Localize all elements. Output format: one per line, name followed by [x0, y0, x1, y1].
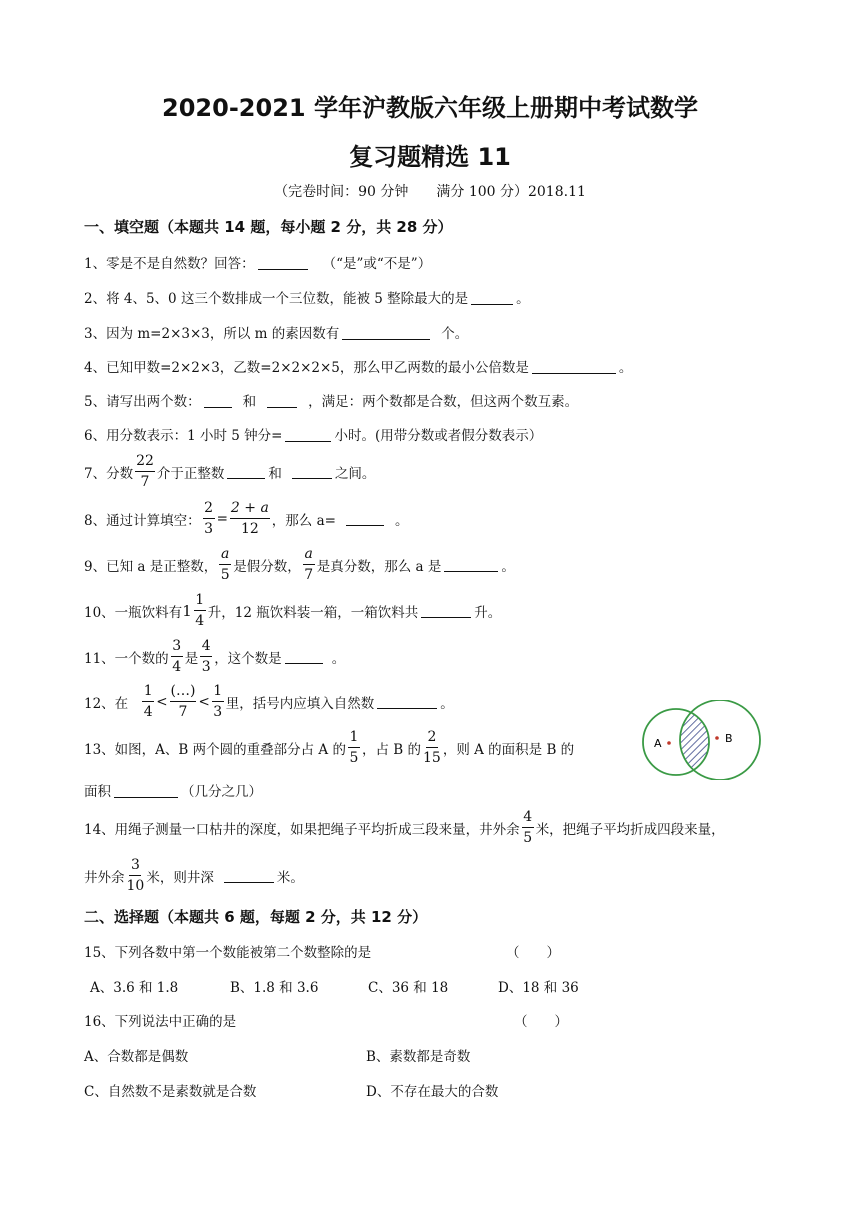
q13-area: 面积 — [84, 784, 111, 800]
q9-text-2: 是假分数， — [233, 558, 301, 575]
q8-blank[interactable] — [346, 511, 384, 526]
question-11 — [84, 637, 345, 676]
q10-fraction: $\frac{1}{4}$ — [195, 592, 205, 629]
q12-blank[interactable] — [377, 694, 437, 709]
label-a: A — [654, 737, 662, 750]
q4-end: 。 — [618, 360, 633, 376]
q14-fraction-1: $\frac{4}{5}$ — [523, 809, 533, 846]
q15-option-b[interactable]: B、1.8 和 3.6 — [230, 980, 319, 996]
q10-text: 10、一瓶饮料有 — [84, 604, 183, 621]
q14-text-3: 井外余 — [84, 869, 125, 886]
q5-and: 和 — [242, 394, 257, 410]
q14-text-2: 米，把绳子平均折成四段来量， — [535, 821, 725, 838]
q7-end: 之间。 — [334, 465, 376, 482]
q10-end: 升。 — [474, 604, 502, 621]
q7-text-2: 介于正整数 — [156, 465, 225, 482]
q13-fraction-2: $\frac{2}{15}$ — [423, 729, 441, 766]
question-5 — [84, 390, 578, 410]
question-12 — [84, 682, 454, 721]
label-b: B — [725, 732, 733, 745]
q10-whole: 1 — [182, 601, 192, 620]
q3-blank[interactable] — [342, 325, 430, 340]
section-2-heading: 二、选择题（本题共 6 题，每题 2 分，共 12 分） — [84, 908, 428, 926]
q16-option-a[interactable]: A、合数都是偶数 — [84, 1049, 189, 1065]
q15-answer-paren[interactable]: （ ） — [506, 945, 560, 961]
question-3 — [84, 322, 468, 342]
q3-end: 个。 — [441, 326, 469, 342]
q9-end: 。 — [501, 558, 515, 575]
q11-text-2: 是 — [184, 650, 199, 667]
question-9 — [84, 545, 515, 584]
q7-fraction: $\frac{22}{7}$ — [136, 453, 154, 490]
q9-fraction-1: $\frac{a}{5}$ — [220, 546, 230, 583]
question-7 — [84, 452, 375, 491]
q6-hint: 小时。(用带分数或者假分数表示） — [334, 428, 543, 444]
title-line-2: 复习题精选 11 — [349, 143, 511, 171]
q14-end: 米。 — [276, 869, 304, 886]
question-14-line-2 — [84, 856, 304, 895]
q7-text: 7、分数 — [84, 465, 134, 482]
q2-end: 。 — [516, 291, 530, 307]
q5-text: 5、请写出两个数： — [84, 394, 201, 410]
q7-blank-2[interactable] — [292, 464, 332, 479]
q15-stem: 15、下列各数中第一个数能被第二个数整除的是 — [84, 945, 372, 961]
question-15 — [84, 941, 371, 961]
question-2 — [84, 287, 530, 307]
question-1 — [84, 252, 431, 272]
q10-blank[interactable] — [421, 603, 471, 618]
center-b-dot — [715, 736, 719, 740]
question-8 — [84, 499, 408, 538]
q2-text: 2、将 4、5、0 这三个数排成一个三位数，能被 5 整除最大的是 — [84, 291, 469, 307]
q11-fraction-2: $\frac{4}{3}$ — [201, 638, 211, 675]
q11-blank[interactable] — [285, 649, 323, 664]
question-16 — [84, 1010, 236, 1030]
q5-blank-1[interactable] — [204, 393, 232, 408]
q9-fraction-2: $\frac{a}{7}$ — [304, 546, 314, 583]
q8-text: 8、通过计算填空： — [84, 512, 201, 529]
q9-text-3: 是真分数，那么 a 是 — [316, 558, 442, 575]
center-a-dot — [667, 741, 671, 745]
q13-text-3: ，则 A 的面积是 B 的 — [442, 741, 575, 758]
q12-text: 12、在 — [84, 695, 129, 712]
q2-blank[interactable] — [471, 290, 513, 305]
exam-info: （完卷时间：90 分钟 满分 100 分）2018.11 — [274, 184, 586, 200]
q13-blank[interactable] — [114, 783, 178, 798]
q8-end: 。 — [394, 512, 409, 529]
q15-option-c[interactable]: C、36 和 18 — [368, 980, 449, 996]
q12-fraction-3: $\frac{1}{3}$ — [213, 683, 223, 720]
q13-text: 13、如图，A、B 两个圆的重叠部分占 A 的 — [84, 741, 346, 758]
q1-text: 1、零是不是自然数？回答： — [84, 256, 255, 272]
q6-text: 6、用分数表示：1 小时 5 钟分= — [84, 428, 283, 444]
q12-fraction-2: $\frac{(\dots)}{7}$ — [170, 683, 196, 720]
venn-diagram — [638, 700, 788, 780]
q14-text: 14、用绳子测量一口枯井的深度，如果把绳子平均折成三段来量，井外余 — [84, 821, 520, 838]
q11-fraction-1: $\frac{3}{4}$ — [172, 638, 182, 675]
q3-text: 3、因为 m=2×3×3，所以 m 的素因数有 — [84, 326, 340, 342]
q14-blank[interactable] — [224, 868, 274, 883]
q11-end: 。 — [331, 650, 346, 667]
question-4 — [84, 356, 632, 376]
q16-option-d[interactable]: D、不存在最大的合数 — [366, 1084, 499, 1100]
q10-text-2: 升，12 瓶饮料装一箱，一箱饮料共 — [207, 604, 419, 621]
q15-option-a[interactable]: A、3.6 和 1.8 — [90, 980, 179, 996]
q12-less-than-2: < — [198, 693, 210, 710]
q12-less-than-1: < — [156, 693, 168, 710]
question-10 — [84, 591, 501, 630]
q6-blank[interactable] — [285, 427, 331, 442]
q1-blank[interactable] — [258, 255, 308, 270]
q5-condition: ，满足：两个数都是合数，但这两个数互素。 — [308, 394, 579, 410]
question-13 — [84, 728, 574, 767]
q8-equals: = — [216, 510, 228, 527]
q12-fraction-1: $\frac{1}{4}$ — [143, 683, 153, 720]
q16-stem: 16、下列说法中正确的是 — [84, 1014, 237, 1030]
q8-text-2: ，那么 a= — [271, 512, 336, 529]
q4-blank[interactable] — [532, 359, 616, 374]
q16-answer-paren[interactable]: （ ） — [514, 1014, 568, 1030]
question-13-line-2 — [84, 780, 262, 800]
q13-fraction-1: $\frac{1}{5}$ — [349, 729, 359, 766]
q5-blank-2[interactable] — [267, 393, 297, 408]
q4-text: 4、已知甲数=2×2×3，乙数=2×2×2×5，那么甲乙两数的最小公倍数是 — [84, 360, 529, 376]
q7-blank-1[interactable] — [227, 464, 265, 479]
q15-option-d[interactable]: D、18 和 36 — [498, 980, 579, 996]
q16-option-c[interactable]: C、自然数不是素数就是合数 — [84, 1084, 257, 1100]
q1-hint: （“是”或“不是”） — [322, 256, 432, 272]
q11-text-3: ，这个数是 — [214, 650, 282, 667]
q14-text-4: 米，则井深 — [146, 869, 214, 886]
title-line-1: 2020-2021 学年沪教版六年级上册期中考试数学 — [162, 94, 698, 122]
section-1-heading: 一、填空题（本题共 14 题，每小题 2 分，共 28 分） — [84, 218, 453, 236]
q16-option-b[interactable]: B、素数都是奇数 — [366, 1049, 471, 1065]
q8-fraction-2: $\frac{2 + a}{12}$ — [230, 500, 269, 537]
question-14 — [84, 808, 725, 847]
q12-end: 。 — [440, 695, 454, 712]
q11-text: 11、一个数的 — [84, 650, 169, 667]
q7-and: 和 — [268, 465, 282, 482]
q13-text-2: ，占 B 的 — [361, 741, 421, 758]
q9-text: 9、已知 a 是正整数， — [84, 558, 218, 575]
q8-fraction-1: $\frac{2}{3}$ — [204, 500, 214, 537]
q12-text-2: 里，括号内应填入自然数 — [225, 695, 375, 712]
q14-fraction-2: $\frac{3}{10}$ — [126, 857, 145, 894]
q9-blank[interactable] — [444, 557, 498, 572]
q13-hint: （几分之几） — [181, 784, 262, 800]
question-6 — [84, 424, 542, 444]
